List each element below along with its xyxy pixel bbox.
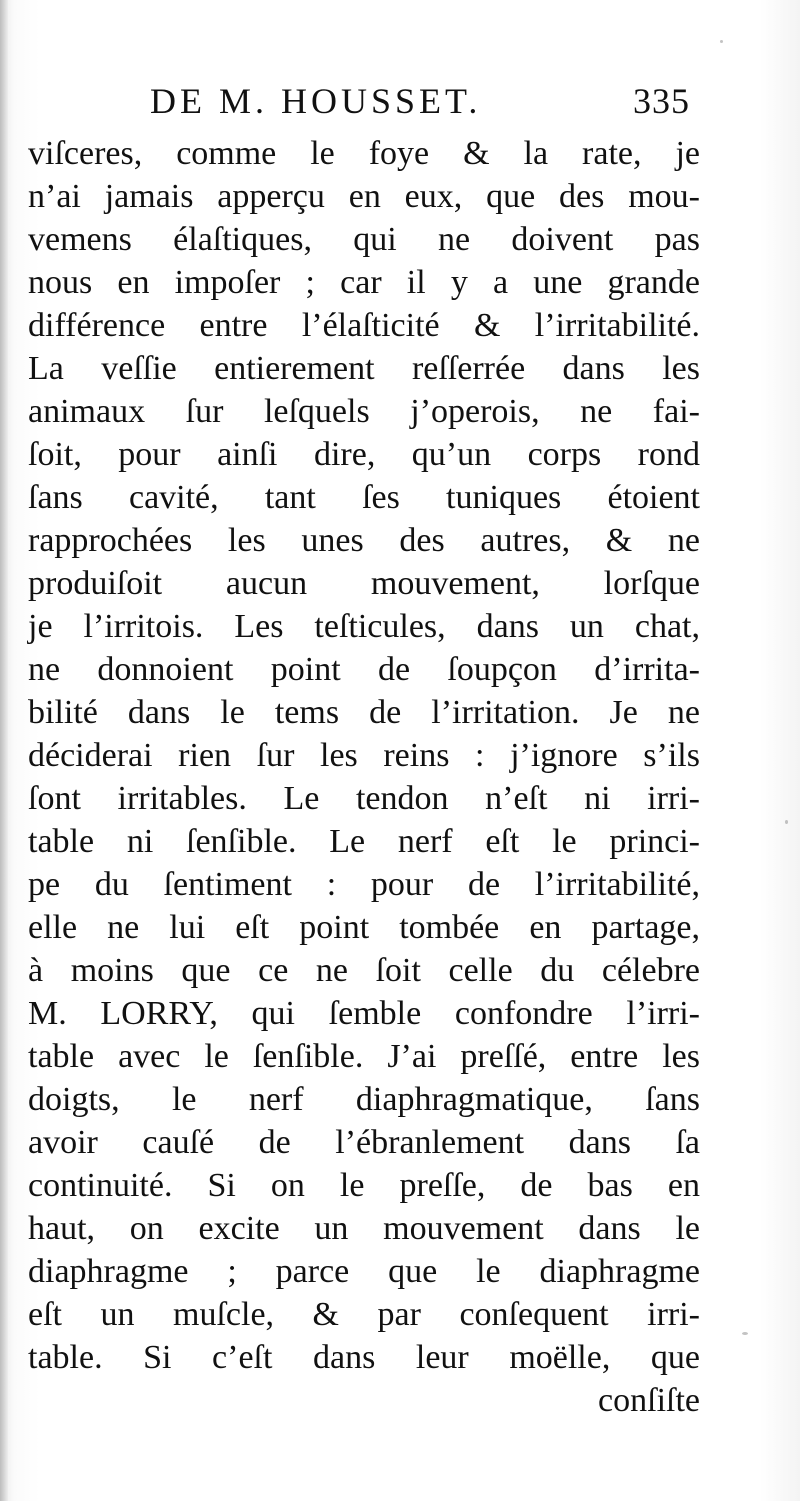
ink-speck [785, 820, 788, 824]
text-line: table ni ſenſible. Le nerf eſt le princi- [28, 823, 700, 860]
text-line: table. Si c’eſt dans leur moëlle, que [28, 1339, 700, 1376]
text-line: continuité. Si on le preſſe, de bas en [28, 1167, 700, 1204]
text-line: diaphragme ; parce que le diaphragme [28, 1253, 700, 1290]
text-line: M. LORRY, qui ſemble confondre l’irri- [28, 995, 700, 1032]
text-line: n’ai jamais apperçu en eux, que des mou- [28, 178, 700, 215]
ink-speck [720, 40, 723, 43]
text-line: à moins que ce ne ſoit celle du célebre [28, 952, 700, 989]
catchword: conſiſte [598, 1382, 700, 1419]
text-line: produiſoit aucun mouvement, lorſque [28, 565, 700, 602]
text-line: différence entre l’élaſticité & l’irritabilité. [28, 307, 700, 344]
text-line: ſoit, pour ainſi dire, qu’un corps rond [28, 436, 700, 473]
text-line: viſceres, comme le foye & la rate, je [28, 135, 700, 172]
text-line: La veſſie entierement reſſerrée dans les [28, 350, 700, 387]
running-head [150, 80, 690, 130]
page-number: 335 [633, 81, 690, 121]
text-line: déciderai rien ſur les reins : j’ignore s’ils [28, 737, 700, 774]
text-line: je l’irritois. Les teſticules, dans un chat, [28, 608, 700, 645]
text-line: doigts, le nerf diaphragmatique, ſans [28, 1081, 700, 1118]
text-line: vemens élaſtiques, qui ne doivent pas [28, 221, 700, 258]
body-text [28, 132, 700, 1422]
running-head-title: DE M. HOUSSET. [150, 81, 482, 121]
text-line: ſans cavité, tant ſes tuniques étoient [28, 479, 700, 516]
text-line: pe du ſentiment : pour de l’irritabilité, [28, 866, 700, 903]
text-line: nous en impoſer ; car il y a une grande [28, 264, 700, 301]
text-line: bilité dans le tems de l’irritation. Je ne [28, 694, 700, 731]
text-line: table avec le ſenſible. J’ai preſſé, entre les [28, 1038, 700, 1075]
text-line: avoir cauſé de l’ébranlement dans ſa [28, 1124, 700, 1161]
text-line: haut, on excite un mouvement dans le [28, 1210, 700, 1247]
text-line: rapprochées les unes des autres, & ne [28, 522, 700, 559]
text-line: ne donnoient point de ſoupçon d’irrita- [28, 651, 700, 688]
text-line: elle ne lui eſt point tombée en partage, [28, 909, 700, 946]
page-gutter-edge [0, 0, 8, 1501]
ink-speck [742, 1332, 748, 1335]
text-line: ſont irritables. Le tendon n’eſt ni irri- [28, 780, 700, 817]
text-line: eſt un muſcle, & par conſequent irri- [28, 1296, 700, 1333]
text-line: animaux ſur leſquels j’operois, ne fai- [28, 393, 700, 430]
